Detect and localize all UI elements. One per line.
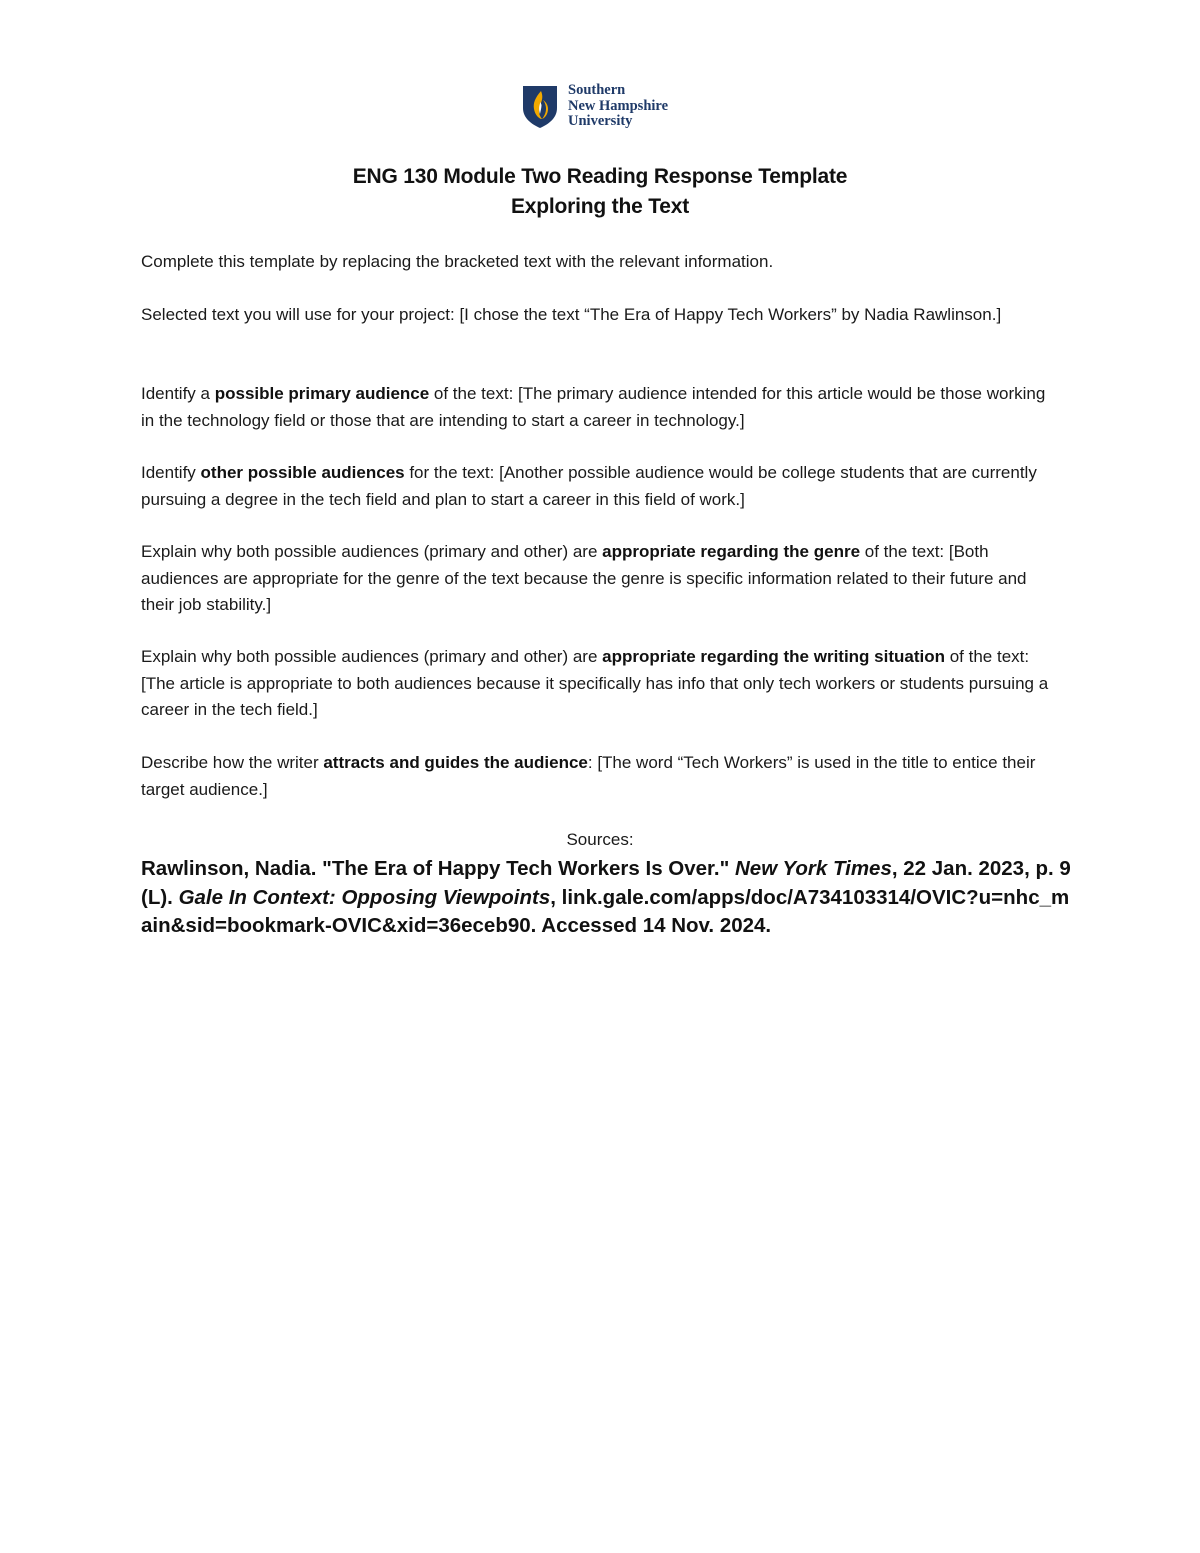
prompt-emphasis: attracts and guides the audience: [323, 753, 588, 772]
prompt-text: Identify a: [141, 384, 215, 403]
prompt-text: Selected text you will use for your project:: [141, 305, 460, 324]
answer-text: [The article is appropriate to both audiences because it specifically has info that only tech workers or students pursuing a career in the tech field.]: [141, 673, 1049, 719]
section-genre: [141, 539, 1061, 619]
section-attracts-guides: [141, 750, 1061, 803]
logo-line-3: University: [568, 113, 633, 129]
answer-text: [The primary audience intended for this article would be those working in the technology field or those that are intending to start a career in technology.]: [141, 384, 1046, 430]
citation-date-page: , 22 Jan. 2023, p. 9(L).: [141, 857, 1071, 909]
citation-database: Gale In Context: Opposing Viewpoints: [178, 885, 551, 909]
document-subtitle: Exploring the Text: [510, 195, 690, 218]
prompt-emphasis: possible primary audience: [214, 384, 430, 403]
prompt-text-end: for the text:: [404, 463, 500, 482]
prompt-text: Explain why both possible audiences (primary and other) are: [141, 647, 603, 666]
citation-author-title: Rawlinson, Nadia. "The Era of Happy Tech Workers Is Over.": [141, 857, 735, 880]
answer-text: [Both audiences are appropriate for the genre of the text because the genre is specific information related to their future and their job stability.]: [141, 542, 1027, 614]
prompt-text-end: of the text:: [429, 384, 519, 403]
prompt-text-end: of the text:: [945, 647, 1030, 666]
prompt-emphasis: other possible audiences: [200, 463, 405, 482]
section-selected-text: [141, 302, 1061, 329]
answer-text: [Another possible audience would be college students that are currently pursuing a degree in the tech field and plan to start a career in this field of work.]: [141, 463, 1037, 509]
section-other-audiences: [141, 460, 1061, 513]
sources-heading: Sources:: [566, 830, 634, 849]
prompt-text: Describe how the writer: [141, 753, 324, 772]
logo-line-2: New Hampshire: [568, 97, 669, 114]
prompt-text: Identify: [141, 463, 201, 482]
instructions: Complete this template by replacing the bracketed text with the relevant information.: [141, 252, 774, 271]
answer-text: [I chose the text “The Era of Happy Tech Workers” by Nadia Rawlinson.]: [459, 305, 1002, 324]
section-writing-situation: [141, 644, 1061, 724]
shield-flame-icon: [521, 84, 559, 129]
prompt-text-end: of the text:: [860, 542, 949, 561]
university-logo: [521, 84, 668, 130]
prompt-text: Explain why both possible audiences (primary and other) are: [141, 542, 603, 561]
prompt-text-end: :: [587, 753, 598, 772]
logo-line-1: Southern: [568, 82, 626, 98]
citation: [141, 855, 1071, 941]
citation-url-accessed: , link.gale.com/apps/doc/A734103314/OVIC?u=nhc_main&sid=bookmark-OVIC&xid=36eceb90. Accessed 14 Nov. 2024.: [141, 885, 1070, 937]
document-title: ENG 130 Module Two Reading Response Template: [352, 165, 848, 188]
prompt-emphasis: appropriate regarding the writing situation: [602, 647, 945, 666]
answer-text: [The word “Tech Workers” is used in the title to entice their target audience.]: [141, 753, 1036, 799]
section-primary-audience: [141, 381, 1061, 434]
prompt-emphasis: appropriate regarding the genre: [602, 542, 861, 561]
citation-publication: New York Times: [735, 857, 892, 880]
logo-wordmark: [568, 83, 668, 130]
